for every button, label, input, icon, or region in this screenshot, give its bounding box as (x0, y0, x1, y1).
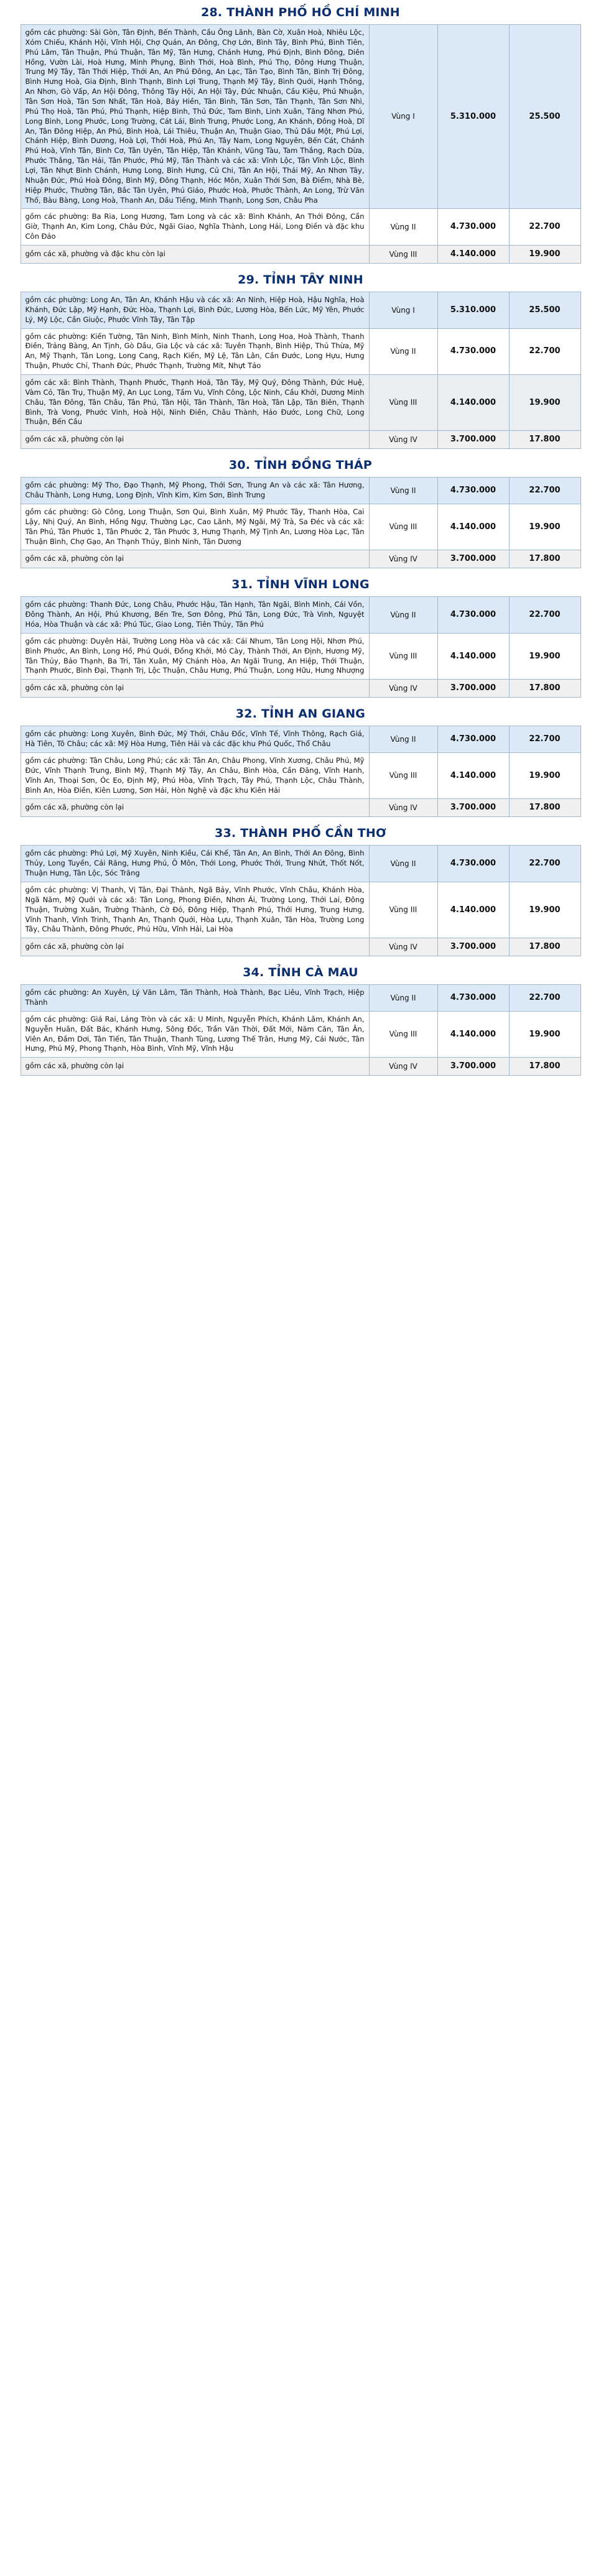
monthly-wage-cell: 3.700.000 (437, 799, 509, 817)
wage-table (21, 845, 581, 956)
table-row (21, 478, 580, 504)
area-description-cell: gồm các phường: Mỹ Tho, Đạo Thạnh, Mỹ Phong, Thới Sơn, Trung An và các xã: Tân Hương, Châu Thành, Long Hưng, Long Định, Vĩnh Kim, Kim Sơn, Bình Trưng (21, 478, 369, 504)
wage-table (21, 726, 581, 817)
hourly-wage-cell: 19.900 (509, 882, 580, 938)
monthly-wage-cell: 3.700.000 (437, 680, 509, 698)
wage-table (21, 292, 581, 449)
table-row (21, 799, 580, 817)
zone-cell: Vùng II (369, 726, 437, 753)
zone-cell: Vùng II (369, 846, 437, 882)
monthly-wage-cell: 4.140.000 (437, 753, 509, 799)
province-title: 33. THÀNH PHỐ CẦN THƠ (215, 826, 386, 841)
hourly-wage-cell: 19.900 (509, 504, 580, 550)
table-row (21, 328, 580, 374)
area-description-cell: gồm các phường: Gò Công, Long Thuận, Sơn Qui, Bình Xuân, Mỹ Phước Tây, Thanh Hòa, Cai Lậy, Nhị Quý, An Bình, Hồng Ngự, Thường Lạc, Cao Lãnh, Mỹ Ngãi, Mỹ Trà, Sa Đéc và các xã: Tân Phú, Tân Phước 1, Tân Phước 2, Tân Phước 3, Hưng Thạnh, Mỹ Tịnh An, Lương Hòa Lạc, Tân Thuận Bình, Chợ Gạo, An Thạnh Thủy, Bình Ninh, Tân Dương (21, 504, 369, 550)
table-row (21, 882, 580, 938)
area-description-cell: gồm các xã, phường còn lại (21, 938, 369, 956)
hourly-wage-cell: 17.800 (509, 550, 580, 568)
table-row (21, 550, 580, 568)
monthly-wage-cell: 4.140.000 (437, 1011, 509, 1057)
province-title: 31. TỈNH VĨNH LONG (231, 578, 370, 592)
area-description-cell: gồm các phường: Duyên Hải, Trường Long Hòa và các xã: Cái Nhum, Tân Long Hội, Nhơn Phú, Bình Phước, An Bình, Long Hồ, Phú Quới, Đồng Khởi, Mỏ Cày, Thành Thới, An Định, Hương Mỹ, Tân Thủy, Bảo Thạnh, Ba Tri, Tân Xuân, Mỹ Chánh Hòa, An Ngãi Trung, An Hiệp, Thới Thuận, Thạnh Phước, Bình Đại, Thạnh Trị, Lộc Thuận, Châu Hưng, Phú Thuận, Long Hữu, Hưng Nhượng (21, 633, 369, 679)
monthly-wage-cell: 4.730.000 (437, 209, 509, 246)
hourly-wage-cell: 22.700 (509, 209, 580, 246)
table-row (21, 375, 580, 431)
table-row (21, 25, 580, 209)
area-description-cell: gồm các phường: Long An, Tân An, Khánh Hậu và các xã: An Ninh, Hiệp Hoà, Hậu Nghĩa, Hoà Khánh, Đức Lập, Mỹ Hạnh, Đức Hòa, Thạnh Lợi, Bình Đức, Lương Hòa, Bến Lức, Mỹ Yên, Phước Lý, Mỹ Lộc, Cần Giuộc, Phước Vĩnh Tây, Tân Tập (21, 292, 369, 328)
province-section (0, 960, 601, 1076)
table-row (21, 246, 580, 264)
province-section (0, 821, 601, 956)
hourly-wage-cell: 22.700 (509, 597, 580, 634)
monthly-wage-cell: 3.700.000 (437, 938, 509, 956)
monthly-wage-cell: 4.730.000 (437, 597, 509, 634)
table-row (21, 431, 580, 449)
zone-cell: Vùng III (369, 246, 437, 264)
zone-cell: Vùng IV (369, 550, 437, 568)
table-row (21, 597, 580, 634)
hourly-wage-cell: 19.900 (509, 1011, 580, 1057)
monthly-wage-cell: 4.730.000 (437, 328, 509, 374)
table-row (21, 633, 580, 679)
hourly-wage-cell: 25.500 (509, 25, 580, 209)
zone-cell: Vùng III (369, 633, 437, 679)
area-description-cell: gồm các phường: Ba Ria, Long Hương, Tam Long và các xã: Bình Khánh, An Thới Đông, Cần Giờ, Thạnh An, Kim Long, Châu Đức, Ngãi Giao, Nghĩa Thành, Long Hải, Long Điền và đặc khu Côn Đảo (21, 209, 369, 246)
province-section (0, 0, 601, 264)
table-row (21, 209, 580, 246)
table-row (21, 680, 580, 698)
area-description-cell: gồm các xã: Bình Thành, Thạnh Phước, Thạnh Hoá, Tân Tây, Mỹ Quý, Đông Thành, Đức Huệ, Vàm Cỏ, Tân Trụ, Thuận Mỹ, An Lục Long, Tầm Vu, Vĩnh Công, Lộc Ninh, Cầu Khởi, Dương Minh Châu, Tân Đông, Tân Châu, Tân Phú, Tân Hội, Tân Thành, Tân Hoà, Tân Lập, Tân Biên, Thạnh Bình, Trà Vong, Phước Vinh, Hoà Hội, Ninh Điền, Châu Thành, Hảo Đước, Long Chữ, Long Thuận, Bến Cầu (21, 375, 369, 431)
monthly-wage-cell: 5.310.000 (437, 25, 509, 209)
hourly-wage-cell: 17.800 (509, 1058, 580, 1076)
area-description-cell: gồm các xã, phường và đặc khu còn lại (21, 246, 369, 264)
table-row (21, 753, 580, 799)
hourly-wage-cell: 19.900 (509, 753, 580, 799)
zone-cell: Vùng IV (369, 799, 437, 817)
monthly-wage-cell: 4.730.000 (437, 478, 509, 504)
table-row (21, 726, 580, 753)
area-description-cell: gồm các xã, phường còn lại (21, 680, 369, 698)
hourly-wage-cell: 22.700 (509, 985, 580, 1012)
zone-cell: Vùng II (369, 478, 437, 504)
monthly-wage-cell: 4.140.000 (437, 246, 509, 264)
province-title: 29. TỈNH TÂY NINH (238, 272, 363, 287)
wage-table (21, 477, 581, 568)
wage-table (21, 596, 581, 698)
monthly-wage-cell: 3.700.000 (437, 1058, 509, 1076)
province-section (0, 572, 601, 698)
hourly-wage-cell: 19.900 (509, 246, 580, 264)
document-body (0, 0, 601, 1086)
zone-cell: Vùng III (369, 753, 437, 799)
area-description-cell: gồm các phường: Sài Gòn, Tân Định, Bến Thành, Cầu Ông Lãnh, Bàn Cờ, Xuân Hoà, Nhiêu Lộc, Xóm Chiếu, Khánh Hội, Vĩnh Hội, Chợ Quán, An Đông, Chợ Lớn, Bình Tây, Bình Phú, Bình Tiên, Phú Lâm, Tân Thuận, Phú Thuận, Tân Mỹ, Tân Hưng, Chánh Hưng, Phú Định, Bình Đông, Diên Hồng, Vườn Lài, Hoà Hưng, Minh Phụng, Bình Thới, Hoà Bình, Phú Thọ, Đông Hưng Thuận, Trung Mỹ Tây, Tân Thới Hiệp, Thới An, An Phú Đông, An Lạc, Tân Tạo, Bình Tân, Bình Trị Đông, Bình Hưng Hoà, Gia Định, Bình Thạnh, Bình Lợi Trung, Thạnh Mỹ Tây, Bình Quới, Hạnh Thông, An Nhơn, Gò Vấp, An Hội Đông, Thông Tây Hội, An Hội Tây, Đức Nhuận, Cầu Kiệu, Phú Nhuận, Tân Sơn Hoà, Tân Sơn Nhất, Tân Hoà, Bảy Hiền, Tân Bình, Tân Sơn, Tân Thạnh, Tân Sơn Nhì, Phú Thọ Hoà, Tân Phú, Phú Thạnh, Hiệp Bình, Thủ Đức, Tam Bình, Linh Xuân, Tăng Nhơn Phú, Long Bình, Long Phước, Long Trường, Cát Lái, Bình Trưng, Phước Long, An Khánh, Đông Hoà, Dĩ An, Tân Đông Hiệp, An Phú, Bình Hoà, Lái Thiêu, Thuận An, Thuận Giao, Thủ Dầu Một, Phú Lợi, Chánh Hiệp, Bình Dương, Hoà Lợi, Thới Hoà, Phú An, Tây Nam, Long Nguyên, Bến Cát, Chánh Phú Hoà, Vĩnh Tân, Bình Cơ, Tân Uyên, Tân Hiệp, Tân Khánh, Vũng Tàu, Tam Thắng, Rạch Dừa, Phước Thắng, Tân Hải, Tân Phước, Phú Mỹ, Tân Thành và các xã: Vĩnh Lộc, Tân Vĩnh Lộc, Bình Lợi, Tân Nhựt Bình Chánh, Hưng Long, Bình Hưng, Củ Chi, Tân An Hội, Thái Mỹ, An Nhơn Tây, Nhuận Đức, Phú Hoà Đông, Bình Mỹ, Đông Thạnh, Hóc Môn, Xuân Thới Sơn, Bà Điểm, Nhà Bè, Hiệp Phước, Thường Tân, Bắc Tân Uyên, Phú Giáo, Phước Hoà, Phước Thành, An Long, Trừ Văn Thố, Bàu Bàng, Long Hoà, Thanh An, Dầu Tiếng, Minh Thạnh, Long Sơn, Châu Pha (21, 25, 369, 209)
hourly-wage-cell: 22.700 (509, 478, 580, 504)
area-description-cell: gồm các phường: Phú Lợi, Mỹ Xuyên, Ninh Kiều, Cái Khế, Tân An, An Bình, Thới An Đông, Bình Thủy, Long Tuyền, Cái Răng, Hưng Phú, Ô Môn, Thới Long, Phước Thới, Trung Nhứt, Thốt Nốt, Thuận Hưng, Tân Lộc, Sóc Trăng (21, 846, 369, 882)
area-description-cell: gồm các xã, phường còn lại (21, 431, 369, 449)
hourly-wage-cell: 22.700 (509, 726, 580, 753)
hourly-wage-cell: 19.900 (509, 375, 580, 431)
zone-cell: Vùng IV (369, 1058, 437, 1076)
area-description-cell: gồm các xã, phường còn lại (21, 799, 369, 817)
table-row (21, 1011, 580, 1057)
table-row (21, 846, 580, 882)
zone-cell: Vùng II (369, 209, 437, 246)
zone-cell: Vùng IV (369, 938, 437, 956)
table-row (21, 938, 580, 956)
area-description-cell: gồm các xã, phường còn lại (21, 1058, 369, 1076)
zone-cell: Vùng IV (369, 431, 437, 449)
hourly-wage-cell: 22.700 (509, 846, 580, 882)
zone-cell: Vùng II (369, 328, 437, 374)
zone-cell: Vùng IV (369, 680, 437, 698)
monthly-wage-cell: 5.310.000 (437, 292, 509, 328)
zone-cell: Vùng II (369, 985, 437, 1012)
province-section (0, 267, 601, 449)
hourly-wage-cell: 22.700 (509, 328, 580, 374)
wage-table (21, 984, 581, 1076)
hourly-wage-cell: 17.800 (509, 799, 580, 817)
monthly-wage-cell: 4.140.000 (437, 504, 509, 550)
area-description-cell: gồm các phường: An Xuyên, Lý Văn Lâm, Tân Thành, Hoà Thành, Bạc Liêu, Vĩnh Trạch, Hiệp Thành (21, 985, 369, 1012)
table-row (21, 1058, 580, 1076)
province-title: 32. TỈNH AN GIANG (235, 707, 366, 721)
monthly-wage-cell: 4.730.000 (437, 985, 509, 1012)
hourly-wage-cell: 17.800 (509, 431, 580, 449)
area-description-cell: gồm các phường: Long Xuyên, Bình Đức, Mỹ Thới, Châu Đốc, Vĩnh Tế, Vĩnh Thông, Rạch Giá, Hà Tiên, Tô Châu; các xã: Mỹ Hòa Hưng, Tiên Hải và các đặc khu Phú Quốc, Thổ Châu (21, 726, 369, 753)
wage-table (21, 24, 581, 264)
zone-cell: Vùng III (369, 504, 437, 550)
hourly-wage-cell: 25.500 (509, 292, 580, 328)
province-title: 30. TỈNH ĐỒNG THÁP (229, 458, 372, 473)
province-title: 28. THÀNH PHỐ HỒ CHÍ MINH (201, 6, 400, 19)
monthly-wage-cell: 3.700.000 (437, 550, 509, 568)
hourly-wage-cell: 17.800 (509, 938, 580, 956)
area-description-cell: gồm các phường: Vị Thanh, Vị Tân, Đại Thành, Ngã Bảy, Vĩnh Phước, Vĩnh Châu, Khánh Hòa, Ngã Năm, Mỹ Quới và các xã: Tân Long, Phong Điền, Nhơn Ái, Trường Long, Thới Lai, Đông Thuận, Trường Xuân, Trường Thành, Cờ Đỏ, Đông Hiệp, Thạnh Phú, Thới Hưng, Trung Hưng, Vĩnh Thanh, Vĩnh Trinh, Thạnh An, Thạnh Quới, Hòa Lựu, Thạnh Xuân, Tân Hòa, Trường Long Tây, Châu Thành, Đông Phước, Phú Hữu, Vĩnh Hải, Lai Hòa (21, 882, 369, 938)
area-description-cell: gồm các phường: Tân Châu, Long Phú; các xã: Tân An, Châu Phong, Vĩnh Xương, Châu Phú, Mỹ Đức, Vĩnh Thạnh Trung, Bình Mỹ, Thạnh Mỹ Tây, An Châu, Bình Hòa, Cần Đăng, Vĩnh Hanh, Vĩnh An, Thoại Sơn, Óc Eo, Định Mỹ, Phú Hòa, Vĩnh Trạch, Tây Phú, Thạnh Lộc, Châu Thành, Bình An, Hòa Điền, Kiên Lương, Sơn Hải, Hòn Nghệ và đặc khu Kiên Hải (21, 753, 369, 799)
monthly-wage-cell: 4.140.000 (437, 882, 509, 938)
zone-cell: Vùng I (369, 292, 437, 328)
monthly-wage-cell: 4.140.000 (437, 375, 509, 431)
hourly-wage-cell: 19.900 (509, 633, 580, 679)
zone-cell: Vùng III (369, 1011, 437, 1057)
area-description-cell: gồm các phường: Kiến Tường, Tân Ninh, Bình Minh, Ninh Thanh, Long Hoa, Hoà Thành, Thanh Điền, Trảng Bàng, An Tịnh, Gò Dầu, Gia Lộc và các xã: Tuyên Thạnh, Bình Hiệp, Thủ Thừa, Mỹ An, Mỹ Thạnh, Tân Long, Long Cang, Rạch Kiến, Mỹ Lệ, Tân Lân, Cần Đước, Long Hựu, Hưng Thuận, Phước Chỉ, Thanh Đức, Phước Thạnh, Trường Mít, Nhựt Tảo (21, 328, 369, 374)
zone-cell: Vùng III (369, 375, 437, 431)
zone-cell: Vùng I (369, 25, 437, 209)
area-description-cell: gồm các phường: Giá Rai, Láng Tròn và các xã: U Minh, Nguyễn Phích, Khánh Lâm, Khánh An, Nguyễn Huân, Đất Bác, Khánh Hưng, Sông Đốc, Trần Văn Thời, Đất Mới, Năm Căn, Tân Ân, Viên An, Đầm Dơi, Tân Tiến, Tân Thuận, Thanh Tùng, Lương Thế Trân, Hưng Mỹ, Cái Nước, Tân Hưng, Phú Mỹ, Phong Thạnh, Hòa Bình, Vĩnh Mỹ, Vĩnh Hậu (21, 1011, 369, 1057)
province-section (0, 453, 601, 568)
monthly-wage-cell: 4.730.000 (437, 846, 509, 882)
monthly-wage-cell: 4.140.000 (437, 633, 509, 679)
province-title: 34. TỈNH CÀ MAU (243, 966, 358, 980)
table-row (21, 985, 580, 1012)
area-description-cell: gồm các xã, phường còn lại (21, 550, 369, 568)
hourly-wage-cell: 17.800 (509, 680, 580, 698)
table-row (21, 504, 580, 550)
monthly-wage-cell: 3.700.000 (437, 431, 509, 449)
monthly-wage-cell: 4.730.000 (437, 726, 509, 753)
table-row (21, 292, 580, 328)
zone-cell: Vùng III (369, 882, 437, 938)
zone-cell: Vùng II (369, 597, 437, 634)
province-section (0, 701, 601, 817)
area-description-cell: gồm các phường: Thanh Đức, Long Châu, Phước Hậu, Tân Hạnh, Tân Ngãi, Bình Minh, Cái Vồn, Đông Thành, An Hội, Phú Khương, Bến Tre, Sơn Đông, Phú Tân, Long Đức, Trà Vinh, Nguyệt Hóa, Hòa Thuận và các xã: Phú Túc, Giao Long, Tiên Thủy, Tân Phú (21, 597, 369, 634)
